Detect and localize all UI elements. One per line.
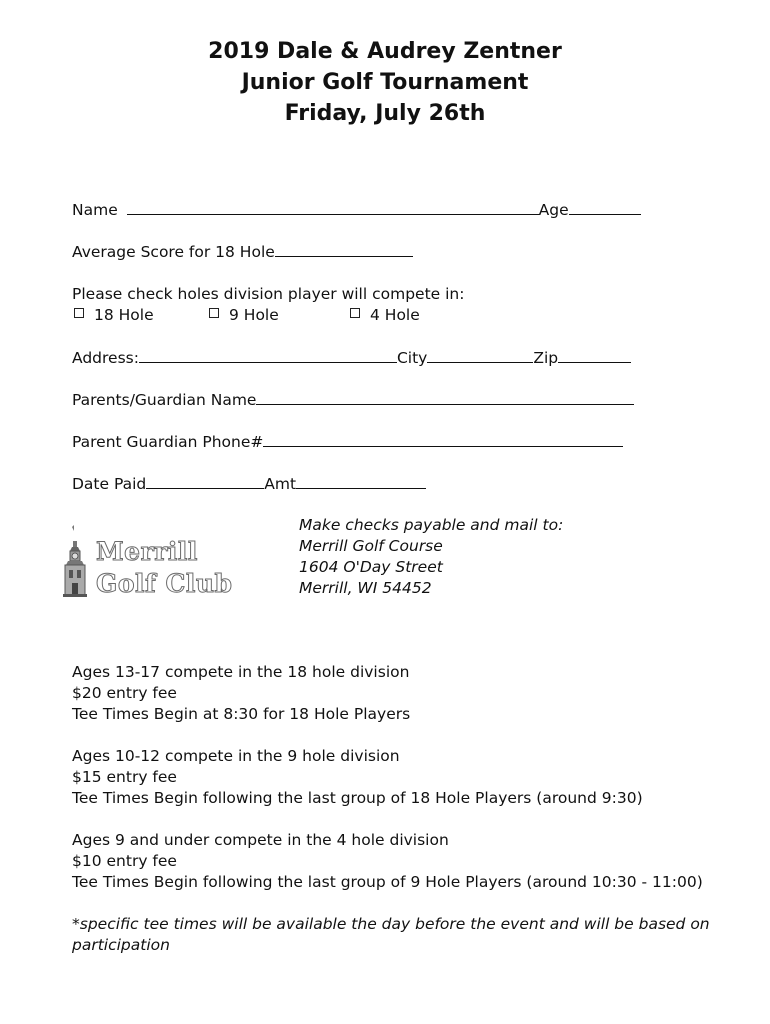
option-4-hole-label: 4 Hole <box>370 306 420 324</box>
date-paid-field[interactable] <box>146 473 264 489</box>
guardian-phone-row <box>72 431 623 453</box>
checkbox-4-hole[interactable] <box>350 308 360 318</box>
page-title <box>0 36 770 129</box>
option-18-hole-label: 18 Hole <box>94 306 154 324</box>
payment-row <box>72 473 426 495</box>
mail-to-city: Merrill, WI 54452 <box>299 579 432 597</box>
guardian-name-field[interactable] <box>256 389 634 405</box>
address-row <box>72 347 631 369</box>
guardian-name-row <box>72 389 634 411</box>
address-field[interactable] <box>139 347 397 363</box>
division-18-fee: $20 entry fee <box>72 684 177 702</box>
logo-text-golf-club: Golf Club <box>96 569 233 598</box>
division-9-hole-info <box>72 746 643 809</box>
checkbox-18-hole[interactable] <box>74 308 84 318</box>
address-label: Address: <box>72 349 139 367</box>
division-18-ages: Ages 13-17 compete in the 18 hole division <box>72 663 410 681</box>
avg-score-field[interactable] <box>275 241 413 257</box>
title-line-3: Friday, July 26th <box>284 101 486 126</box>
option-18-hole[interactable] <box>74 305 154 326</box>
amt-field[interactable] <box>296 473 426 489</box>
name-label: Name <box>72 201 118 219</box>
zip-label: Zip <box>533 349 559 367</box>
zip-field[interactable] <box>558 347 631 363</box>
division-18-tee: Tee Times Begin at 8:30 for 18 Hole Players <box>72 705 411 723</box>
option-9-hole[interactable] <box>209 305 279 326</box>
division-18-hole-info <box>72 662 410 725</box>
guardian-phone-label: Parent Guardian Phone# <box>72 433 264 451</box>
division-9-fee: $15 entry fee <box>72 768 177 786</box>
avg-score-row <box>72 241 413 263</box>
division-9-tee: Tee Times Begin following the last group of 18 Hole Players (around 9:30) <box>72 789 643 807</box>
division-4-ages: Ages 9 and under compete in the 4 hole division <box>72 831 449 849</box>
city-label: City <box>396 349 428 367</box>
checkbox-9-hole[interactable] <box>209 308 219 318</box>
title-line-2: Junior Golf Tournament <box>241 70 529 95</box>
footnote: *specific tee times will be available the day before the event and will be based on participation <box>72 915 710 954</box>
division-4-tee: Tee Times Begin following the last group of 9 Hole Players (around 10:30 - 11:00) <box>72 873 703 891</box>
division-9-ages: Ages 10-12 compete in the 9 hole division <box>72 747 400 765</box>
mail-to-block <box>299 515 563 599</box>
amt-label: Amt <box>264 475 297 493</box>
merrill-golf-club-logo <box>60 525 233 605</box>
guardian-phone-field[interactable] <box>263 431 623 447</box>
name-field[interactable] <box>127 199 539 215</box>
division-4-fee: $10 entry fee <box>72 852 177 870</box>
logo-text-merrill: Merrill <box>96 537 198 566</box>
mail-to-heading: Make checks payable and mail to: <box>299 516 564 534</box>
option-4-hole[interactable] <box>350 305 420 326</box>
city-field[interactable] <box>427 347 533 363</box>
option-9-hole-label: 9 Hole <box>229 306 279 324</box>
guardian-name-label: Parents/Guardian Name <box>72 391 257 409</box>
division-prompt: Please check holes division player will compete in: <box>72 285 465 303</box>
avg-score-label: Average Score for 18 Hole <box>72 243 275 261</box>
mail-to-street: 1604 O'Day Street <box>299 558 443 576</box>
age-field[interactable] <box>569 199 641 215</box>
clock-tower-icon <box>60 525 94 601</box>
title-line-1: 2019 Dale & Audrey Zentner <box>208 39 562 64</box>
division-4-hole-info <box>72 830 703 893</box>
mail-to-name: Merrill Golf Course <box>299 537 443 555</box>
date-paid-label: Date Paid <box>72 475 147 493</box>
name-age-row <box>72 199 641 221</box>
age-label: Age <box>538 201 569 219</box>
